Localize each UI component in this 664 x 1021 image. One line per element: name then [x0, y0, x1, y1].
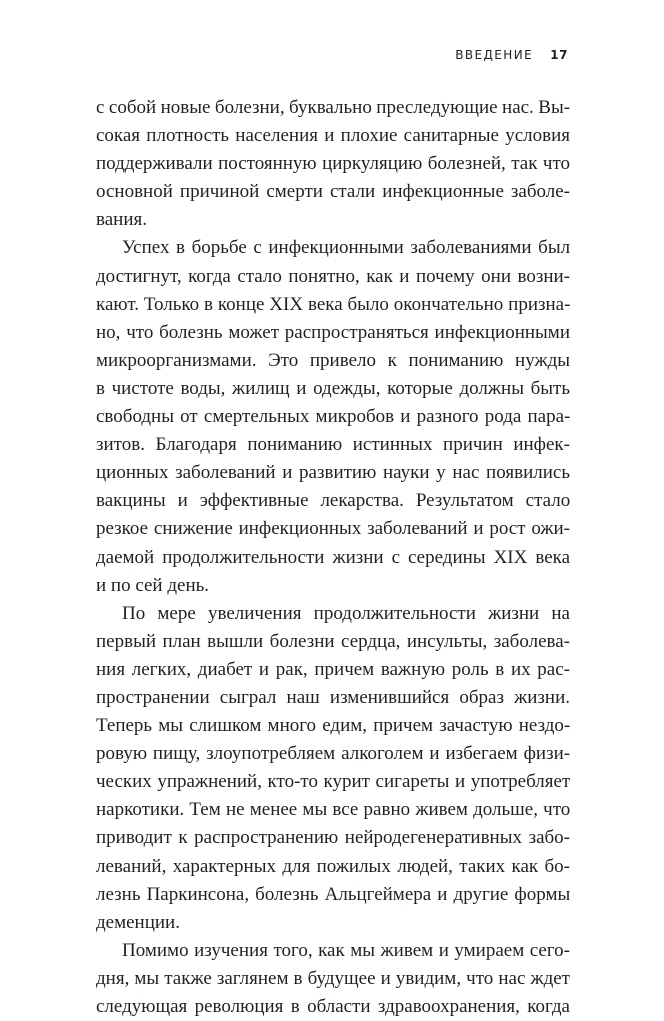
text-line: свободны от смертельных микробов и разного рода пара- [96, 406, 571, 428]
paragraph [96, 600, 570, 937]
text-line: наркотики. Тем не менее мы все равно живем дольше, что [96, 799, 571, 821]
paragraph [96, 94, 570, 234]
page-number: 17 [550, 48, 568, 62]
text-line: с собой новые болезни, буквально преследующие нас. Вы- [96, 97, 571, 118]
running-head [455, 48, 568, 62]
text-line: пространении сыграл наш изменившийся образ жизни. [96, 686, 571, 708]
text-line: основной причиной смерти стали инфекционные заболе- [96, 181, 570, 203]
text-line: в чистоте воды, жилищ и одежды, которые должны быть [96, 377, 570, 399]
text-line: дня, мы также заглянем в будущее и увидим, что нас ждет [96, 967, 570, 989]
paragraph [96, 234, 570, 599]
text-line: зитов. Благодаря пониманию истинных причин инфек- [96, 434, 570, 456]
text-line: но, что болезнь может распространяться инфекционными [96, 321, 570, 343]
text-line: леваний, характерных для пожилых людей, таких как бо- [96, 855, 570, 877]
text-line: ровую пищу, злоупотребляем алкоголем и избегаем физи- [96, 743, 571, 765]
text-line: приводит к распространению нейродегенеративных забо- [96, 827, 570, 849]
text-line: кают. Только в конце XIX века было окончательно призна- [96, 293, 571, 315]
text-line: резкое снижение инфекционных заболеваний и рост ожи- [96, 518, 570, 540]
text-line: Успех в борьбе с инфекционными заболеваниями был [122, 237, 571, 259]
text-line: микроорганизмами. Это привело к пониманию нужды [96, 349, 570, 371]
text-line: вакцины и эффективные лекарства. Результатом стало [96, 490, 571, 512]
text-line: даемой продолжительности жизни с середины XIX века [96, 546, 570, 568]
text-line: Помимо изучения того, как мы живем и умираем сего- [122, 939, 570, 961]
text-line: следующая революция в области здравоохранения, когда [96, 996, 570, 1017]
text-line: первый план вышли болезни сердца, инсульты, заболева- [96, 630, 570, 652]
text-line: лезнь Паркинсона, болезнь Альцгеймера и другие формы [96, 883, 571, 905]
section-title: ВВЕДЕНИЕ [455, 48, 534, 62]
page-body [96, 94, 570, 1021]
text-line: и по сей день. [96, 574, 210, 596]
text-line: деменции. [96, 911, 180, 933]
text-line: достигнут, когда стало понятно, как и почему они возни- [96, 265, 570, 287]
text-line: вания. [96, 209, 147, 231]
text-line: ционных заболеваний и развитию науки у нас появились [96, 462, 570, 484]
text-line: ния легких, диабет и рак, причем важную роль в их рас- [96, 658, 570, 680]
text-line: По мере увеличения продолжительности жизни на [122, 602, 570, 624]
text-line: ческих упражнений, кто-то курит сигареты и употребляет [96, 771, 571, 793]
text-line: сокая плотность населения и плохие санитарные условия [96, 125, 570, 147]
text-line: поддерживали постоянную циркуляцию болезней, так что [96, 153, 570, 175]
text-line: Теперь мы слишком много едим, причем зачастую нездо- [96, 715, 571, 737]
paragraph [96, 937, 570, 1021]
